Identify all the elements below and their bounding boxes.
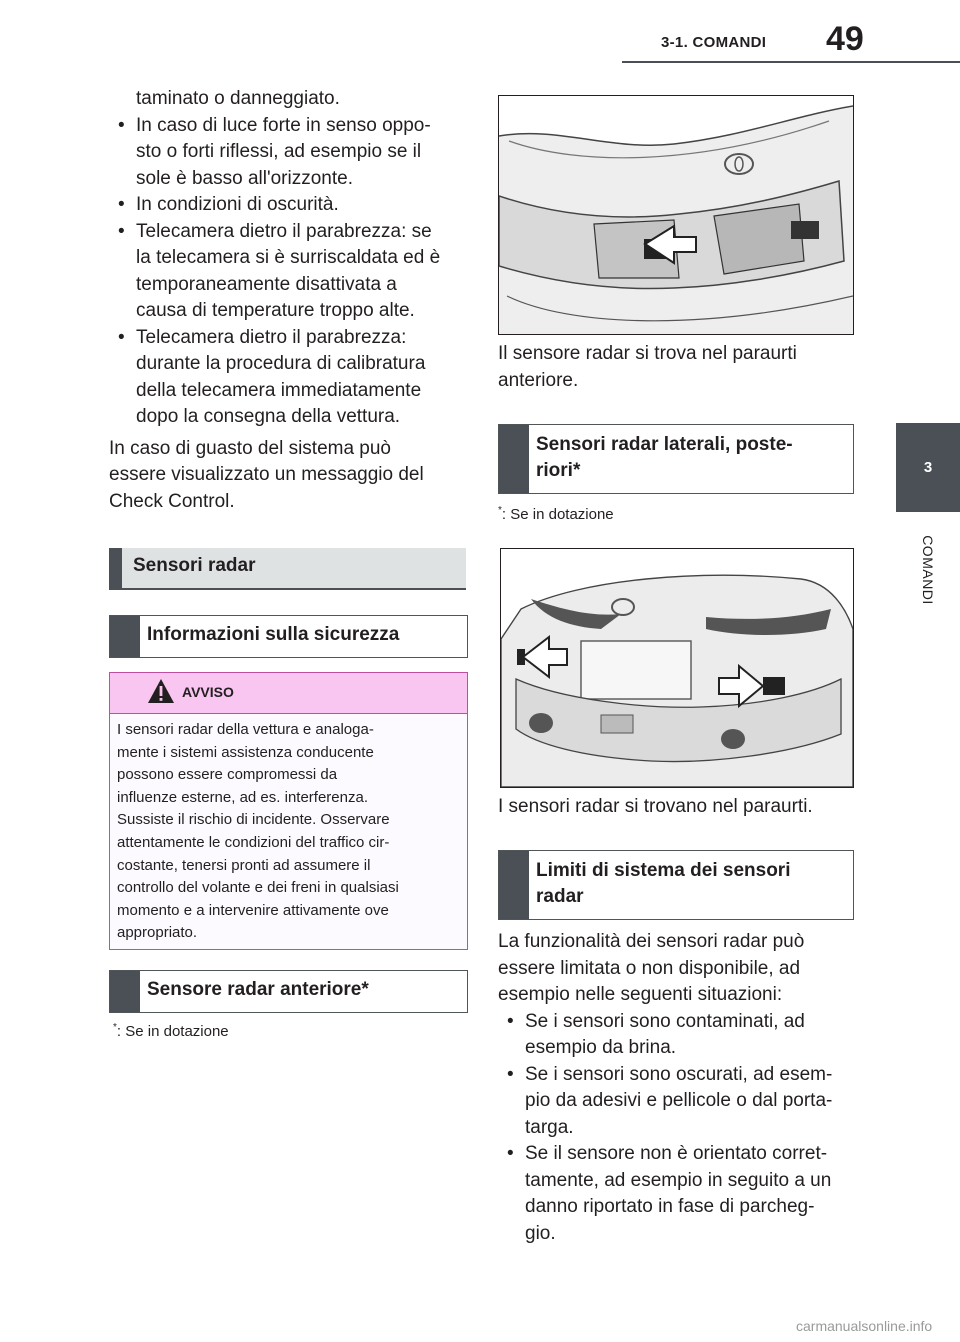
- front-bumper-illustration: [498, 95, 854, 335]
- chapter-label: COMANDI: [920, 535, 936, 605]
- bullet-line: Se i sensori sono oscurati, ad esem-: [525, 1063, 833, 1085]
- heading-bar: [499, 425, 529, 493]
- bullet-line: sole è basso all'orizzonte.: [136, 167, 353, 189]
- rear-caption: [498, 794, 813, 821]
- bullet-line: Se il sensore non è orientato corret-: [525, 1143, 828, 1164]
- warning-triangle-icon: [147, 678, 175, 704]
- footnote-mark: *: [113, 1022, 117, 1033]
- car-rear-drawing: [501, 549, 853, 787]
- bullet-line: della telecamera immediatamente: [136, 379, 422, 401]
- intro-line: taminato o danneggiato.: [136, 88, 340, 109]
- warning-header: [110, 673, 467, 714]
- heading-line: Limiti di sistema dei sensori: [536, 860, 791, 881]
- bullet-line: danno riportato in fase di parcheg-: [525, 1196, 815, 1217]
- subheading-safety: [109, 615, 468, 658]
- list-item: [498, 1062, 832, 1142]
- warning-line: momento e a intervenire attivamente ove: [117, 901, 389, 919]
- subheading-text: [536, 432, 845, 484]
- heading-bar: [110, 971, 140, 1012]
- paragraph-line: In caso di guasto del sistema può: [109, 437, 392, 459]
- left-text-block: [109, 86, 440, 515]
- bullet-dot: •: [118, 114, 125, 136]
- heading-bar: [109, 548, 122, 588]
- section-heading-text: Sensori radar: [133, 555, 256, 576]
- warning-line: attentamente le condizioni del traffico cir-: [117, 833, 390, 851]
- warning-title: AVVISO: [182, 684, 234, 700]
- watermark: carmanualsonline.info: [796, 1318, 933, 1334]
- footnote: [113, 1022, 229, 1040]
- footnote-mark: *: [498, 505, 502, 516]
- bullet-dot: •: [118, 220, 125, 242]
- rear-bumper-illustration: [500, 548, 854, 788]
- subheading-front-radar: [109, 970, 468, 1013]
- list-item: [109, 192, 440, 219]
- footnote-text: : Se in dotazione: [116, 1023, 229, 1040]
- caption-line: anteriore.: [498, 369, 579, 391]
- list-item: [109, 219, 440, 325]
- bullet-dot: •: [507, 1063, 514, 1085]
- heading-line: riori*: [536, 460, 581, 481]
- footnote: [498, 505, 614, 523]
- bullet-line: In caso di luce forte in senso oppo-: [136, 114, 431, 136]
- bullet-line: pio da adesivi e pellicole o dal porta-: [525, 1090, 833, 1111]
- subheading-text: [536, 858, 845, 910]
- warning-line: possono essere compromessi da: [117, 766, 338, 784]
- bullet-dot: •: [507, 1010, 514, 1032]
- bullet-line: gio.: [525, 1222, 556, 1244]
- bullet-line: sto o forti riflessi, ad esempio se il: [136, 141, 422, 162]
- bullet-line: tamente, ad esempio in seguito a un: [525, 1169, 832, 1191]
- list-item: [109, 113, 440, 193]
- section-title: 3-1. COMANDI: [661, 34, 767, 51]
- warning-box: [109, 672, 468, 950]
- section-heading: [109, 548, 466, 590]
- bullet-line: la telecamera si è surriscaldata ed è: [136, 247, 441, 268]
- warning-text: [117, 719, 399, 945]
- subheading-limits: [498, 850, 854, 920]
- warning-line: influenze esterne, ad es. interferenza.: [117, 788, 368, 806]
- warning-line: Sussiste il rischio di incidente. Osservare: [117, 811, 390, 829]
- chapter-tab: 3: [896, 423, 960, 512]
- paragraph-line: essere limitata o non disponibile, ad: [498, 957, 801, 979]
- list-item: [498, 1009, 832, 1062]
- list-item: [109, 325, 440, 431]
- footnote-text: : Se in dotazione: [501, 506, 614, 523]
- page-number: 49: [826, 20, 864, 58]
- warning-line: mente i sistemi assistenza conducente: [117, 743, 374, 761]
- paragraph-line: La funzionalità dei sensori radar può: [498, 931, 805, 952]
- limits-text-block: [498, 929, 832, 1247]
- paragraph-line: essere visualizzato un messaggio del: [109, 464, 424, 485]
- bullet-line: temporaneamente disattivata a: [136, 273, 397, 295]
- bullet-dot: •: [507, 1143, 514, 1164]
- bullet-dot: •: [118, 326, 125, 348]
- heading-bar: [110, 616, 140, 657]
- bullet-line: Se i sensori sono contaminati, ad: [525, 1010, 805, 1032]
- warning-line: appropriato.: [117, 924, 198, 942]
- caption-line: I sensori radar si trovano nel paraurti.: [498, 796, 813, 817]
- front-caption: [498, 341, 797, 394]
- bullet-line: esempio da brina.: [525, 1037, 677, 1058]
- bullet-line: In condizioni di oscurità.: [136, 194, 339, 215]
- bullet-line: durante la procedura di calibratura: [136, 353, 426, 374]
- subheading-text: Sensore radar anteriore*: [147, 979, 369, 1000]
- header-rule: [622, 61, 960, 63]
- bullet-line: targa.: [525, 1116, 574, 1138]
- car-front-drawing: [499, 96, 853, 334]
- heading-bar: [499, 851, 529, 919]
- subheading-side-rear-radar: [498, 424, 854, 494]
- warning-line: I sensori radar della vettura e analoga-: [117, 721, 374, 738]
- warning-line: costante, tenersi pronti ad assumere il: [117, 856, 371, 874]
- warning-line: controllo del volante e dei freni in qualsiasi: [117, 879, 399, 897]
- paragraph-line: Check Control.: [109, 490, 235, 512]
- subheading-text: Informazioni sulla sicurezza: [147, 624, 400, 645]
- bullet-line: Telecamera dietro il parabrezza:: [136, 326, 407, 348]
- caption-line: Il sensore radar si trova nel paraurti: [498, 343, 797, 364]
- heading-line: Sensori radar laterali, poste-: [536, 434, 793, 455]
- paragraph-line: esempio nelle seguenti situazioni:: [498, 984, 783, 1005]
- bullet-line: dopo la consegna della vettura.: [136, 406, 401, 427]
- bullet-dot: •: [118, 194, 125, 215]
- bullet-line: causa di temperature troppo alte.: [136, 300, 415, 321]
- heading-line: radar: [536, 886, 584, 907]
- bullet-line: Telecamera dietro il parabrezza: se: [136, 220, 432, 242]
- list-item: [498, 1141, 832, 1247]
